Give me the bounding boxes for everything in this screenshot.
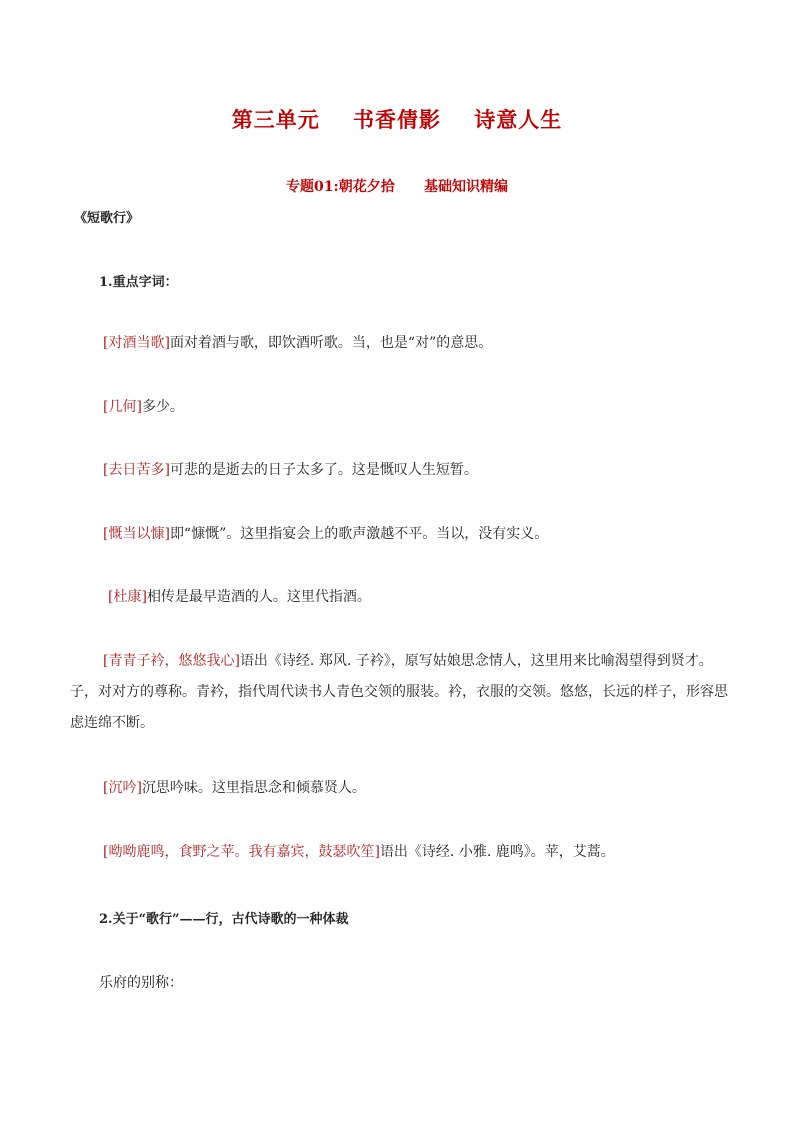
vocab-term: [几何] bbox=[103, 399, 142, 415]
vocab-entry bbox=[103, 392, 723, 423]
vocab-definition: 可悲的是逝去的日子太多了。这是慨叹人生短暂。 bbox=[169, 462, 478, 478]
vocab-term: [杜康] bbox=[108, 589, 147, 605]
vocab-definition: 多少。 bbox=[141, 399, 184, 415]
vocab-definition: 面对着酒与歌，即饮酒听歌。当，也是“对”的意思。 bbox=[169, 335, 493, 351]
vocab-entry bbox=[103, 773, 723, 804]
page-title: 第三单元 书香倩影 诗意人生 bbox=[231, 107, 563, 132]
topic-subtitle: 专题01:朝花夕拾 基础知识精编 bbox=[286, 179, 508, 195]
vocab-entry bbox=[108, 582, 728, 613]
vocab-term: [对酒当歌] bbox=[103, 335, 170, 351]
section2-heading: 2.关于“歌行”——行，古代诗歌的一种体裁 bbox=[99, 912, 349, 927]
vocab-entry bbox=[103, 455, 723, 486]
vocab-term: [呦呦鹿鸣，食野之苹。我有嘉宾，鼓瑟吹笙] bbox=[103, 844, 380, 860]
vocab-entry bbox=[103, 519, 723, 550]
vocab-term: [沉吟] bbox=[103, 780, 142, 796]
vocab-definition: 沉思吟味。这里指思念和倾慕贤人。 bbox=[141, 780, 366, 796]
poem-title: 《短歌行》 bbox=[74, 211, 140, 226]
vocab-definition: 相传是最早造酒的人。这里代指酒。 bbox=[146, 589, 371, 605]
vocab-entry bbox=[103, 837, 723, 868]
vocab-term: [青青子衿，悠悠我心] bbox=[103, 653, 240, 669]
section1-heading: 1.重点字词： bbox=[99, 275, 178, 290]
vocab-definition: 即“慷慨”。这里指宴会上的歌声激越不平。当以，没有实义。 bbox=[169, 526, 549, 542]
vocab-entry bbox=[70, 646, 730, 739]
vocab-definition: 语出《诗经. 郑风. 子衿》，原写姑娘思念情人，这里用来比喻渴望得到贤才。子，对对方的尊称。青衿，指代周代读书人青色交领的服装。衿，衣服的交领。悠悠，长远的样子，形容思虑连绵不断。 bbox=[70, 653, 728, 731]
vocab-term: [去日苦多] bbox=[103, 462, 170, 478]
vocab-term: [慨当以慷] bbox=[103, 526, 170, 542]
vocab-definition: 语出《诗经. 小雅. 鹿鸣》。苹，艾蒿。 bbox=[379, 844, 615, 860]
section2-text: 乐府的别称： bbox=[99, 975, 183, 991]
vocab-entry bbox=[103, 328, 723, 359]
